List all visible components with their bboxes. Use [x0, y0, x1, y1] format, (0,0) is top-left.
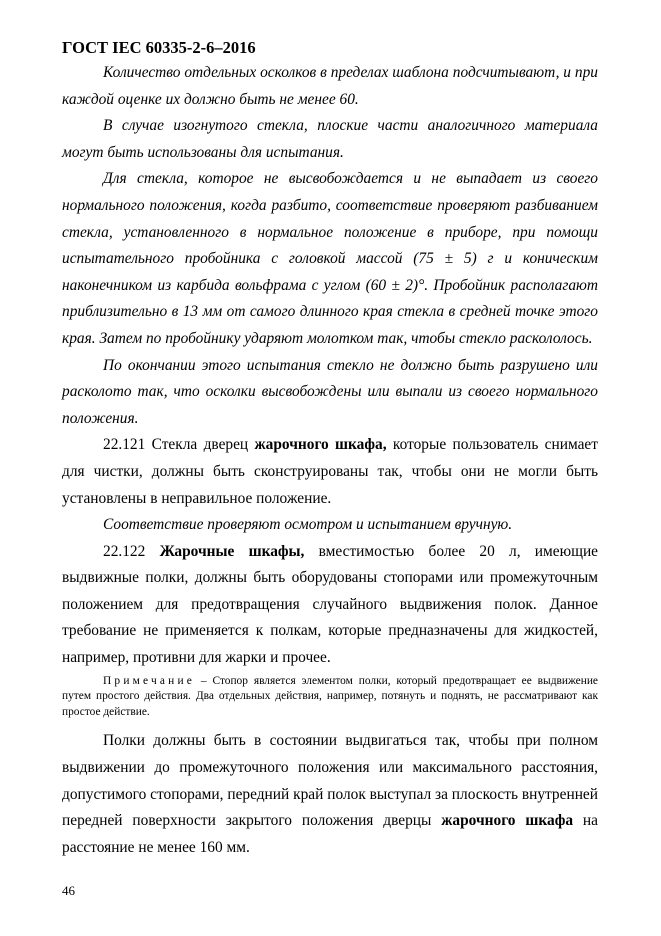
- standard-header: ГОСТ IEC 60335-2-6–2016: [62, 38, 256, 57]
- paragraph-shelf-extension: [62, 728, 598, 861]
- shelf-extension-text-start: Полки должны быть в состоянии выдвигаться так, чтобы при полном выдвижении до промежуточного положения или максимального расстояния, допустимого стопорами, передний край полок выступал за плоскость внутренней передней поверхности закрытого положения дверцы: [62, 732, 598, 830]
- clause-22-122-text-start: 22.122: [103, 542, 160, 560]
- clause-22-122-text-end: вместимостью более 20 л, имеющие выдвижные полки, должны быть оборудованы стопорами или промежуточным положением для предотвращения случайного выдвижения полок. Данное требование не применяется к полкам, которые предназначены для жидкостей, например, противни для жарки и прочее.: [62, 542, 599, 667]
- page-number: 46: [62, 883, 75, 898]
- clause-22-122: [62, 539, 598, 672]
- note-text: – Стопор является элементом полки, который предотвращает ее выдвижение путем простого действия. Два отдельных действия, например, потянуть и поднять, не рассматривают как простое действие.: [62, 674, 598, 718]
- clause-22-121: [62, 432, 598, 512]
- document-page: [62, 38, 598, 861]
- paragraph-test-result: По окончании этого испытания стекло не должно быть разрушено или расколото так, что осколки высвобождены или выпали из своего нормального положения.: [62, 356, 598, 427]
- term-oven: жарочного шкафа,: [254, 436, 387, 454]
- note: [62, 674, 598, 721]
- clause-22-121-text-start: 22.121 Стекла дверец: [103, 436, 255, 454]
- term-oven-door: жарочного шкафа: [441, 812, 574, 830]
- note-label: Примечание: [103, 674, 196, 687]
- clause-22-121-text-end: которые пользователь снимает для чистки, должны быть сконструированы так, чтобы они не могли быть установлены в неправильное положение.: [62, 436, 598, 507]
- shelf-extension-text-end: на расстояние не менее 160 мм.: [62, 812, 598, 856]
- paragraph-compliance-inspection: Соответствие проверяют осмотром и испытанием вручную.: [103, 516, 513, 534]
- paragraph-curved-glass: В случае изогнутого стекла, плоские части аналогичного материала могут быть использованы для испытания.: [62, 117, 598, 161]
- paragraph-fragment-count: Количество отдельных осколков в пределах шаблона подсчитывают, и при каждой оценке их должно быть не менее 60.: [62, 64, 598, 108]
- paragraph-glass-impact-test: Для стекла, которое не высвобождается и не выпадает из своего нормального положения, когда разбито, соответствие проверяют разбиванием стекла, установленного в нормальное положение в приборе, при помощи испытательного пробойника с головкой массой (75 ± 5) г и коническим наконечником из карбида вольфрама с углом (60 ± 2)°. Пробойник располагают приблизительно в 13 мм от самого длинного края стекла в средней точке этого края. Затем по пробойнику ударяют молотком так, чтобы стекло раскололось.: [62, 170, 598, 347]
- term-ovens: Жарочные шкафы,: [159, 542, 305, 560]
